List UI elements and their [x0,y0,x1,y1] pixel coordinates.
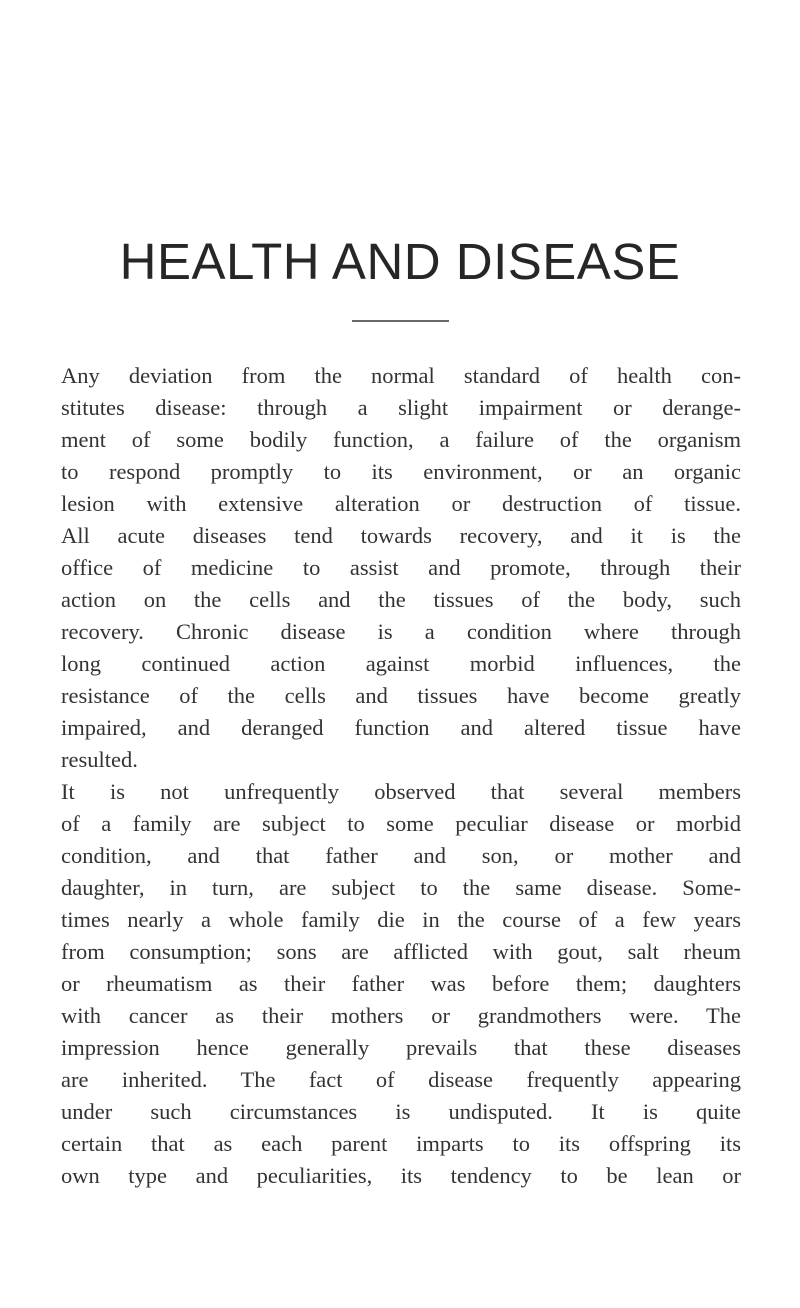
text-line-15: of a family are subject to some peculiar disease or morbid [61,811,741,836]
text-line-7: office of medicine to assist and promote, through their [61,555,741,580]
text-line-2: stitutes disease: through a slight impairment or derange- [61,395,741,420]
title-rule [352,320,449,322]
page-title: HEALTH AND DISEASE [119,233,681,290]
text-line-20: or rheumatism as their father was before them; daughters [61,971,741,996]
text-line-1: Any deviation from the normal standard of health con- [61,363,741,388]
text-line-24: under such circumstances is undisputed. It is quite [61,1099,741,1124]
text-line-10: long continued action against morbid influences, the [61,651,741,676]
body-text [61,360,741,1192]
text-line-9: recovery. Chronic disease is a condition where through [61,619,741,644]
text-line-5: lesion with extensive alteration or destruction of tissue. [61,491,741,516]
text-line-18: times nearly a whole family die in the course of a few years [61,907,741,932]
text-line-21: with cancer as their mothers or grandmothers were. The [61,1003,741,1028]
text-line-23: are inherited. The fact of disease frequently appearing [61,1067,741,1092]
text-line-3: ment of some bodily function, a failure of the organism [61,427,741,452]
text-line-8: action on the cells and the tissues of the body, such [61,587,741,612]
text-line-13: resulted. [61,747,138,772]
text-line-17: daughter, in turn, are subject to the same disease. Some- [61,875,741,900]
text-line-26: own type and peculiarities, its tendency to be lean or [61,1163,741,1188]
text-line-6: All acute diseases tend towards recovery, and it is the [61,523,741,548]
text-line-12: impaired, and deranged function and altered tissue have [61,715,741,740]
text-line-4: to respond promptly to its environment, or an organic [61,459,741,484]
text-line-19: from consumption; sons are afflicted with gout, salt rheum [61,939,741,964]
text-line-14: It is not unfrequently observed that several members [61,779,741,804]
text-line-11: resistance of the cells and tissues have become greatly [61,683,741,708]
text-line-25: certain that as each parent imparts to its offspring its [61,1131,741,1156]
text-line-22: impression hence generally prevails that these diseases [61,1035,741,1060]
text-line-16: condition, and that father and son, or mother and [61,843,741,868]
